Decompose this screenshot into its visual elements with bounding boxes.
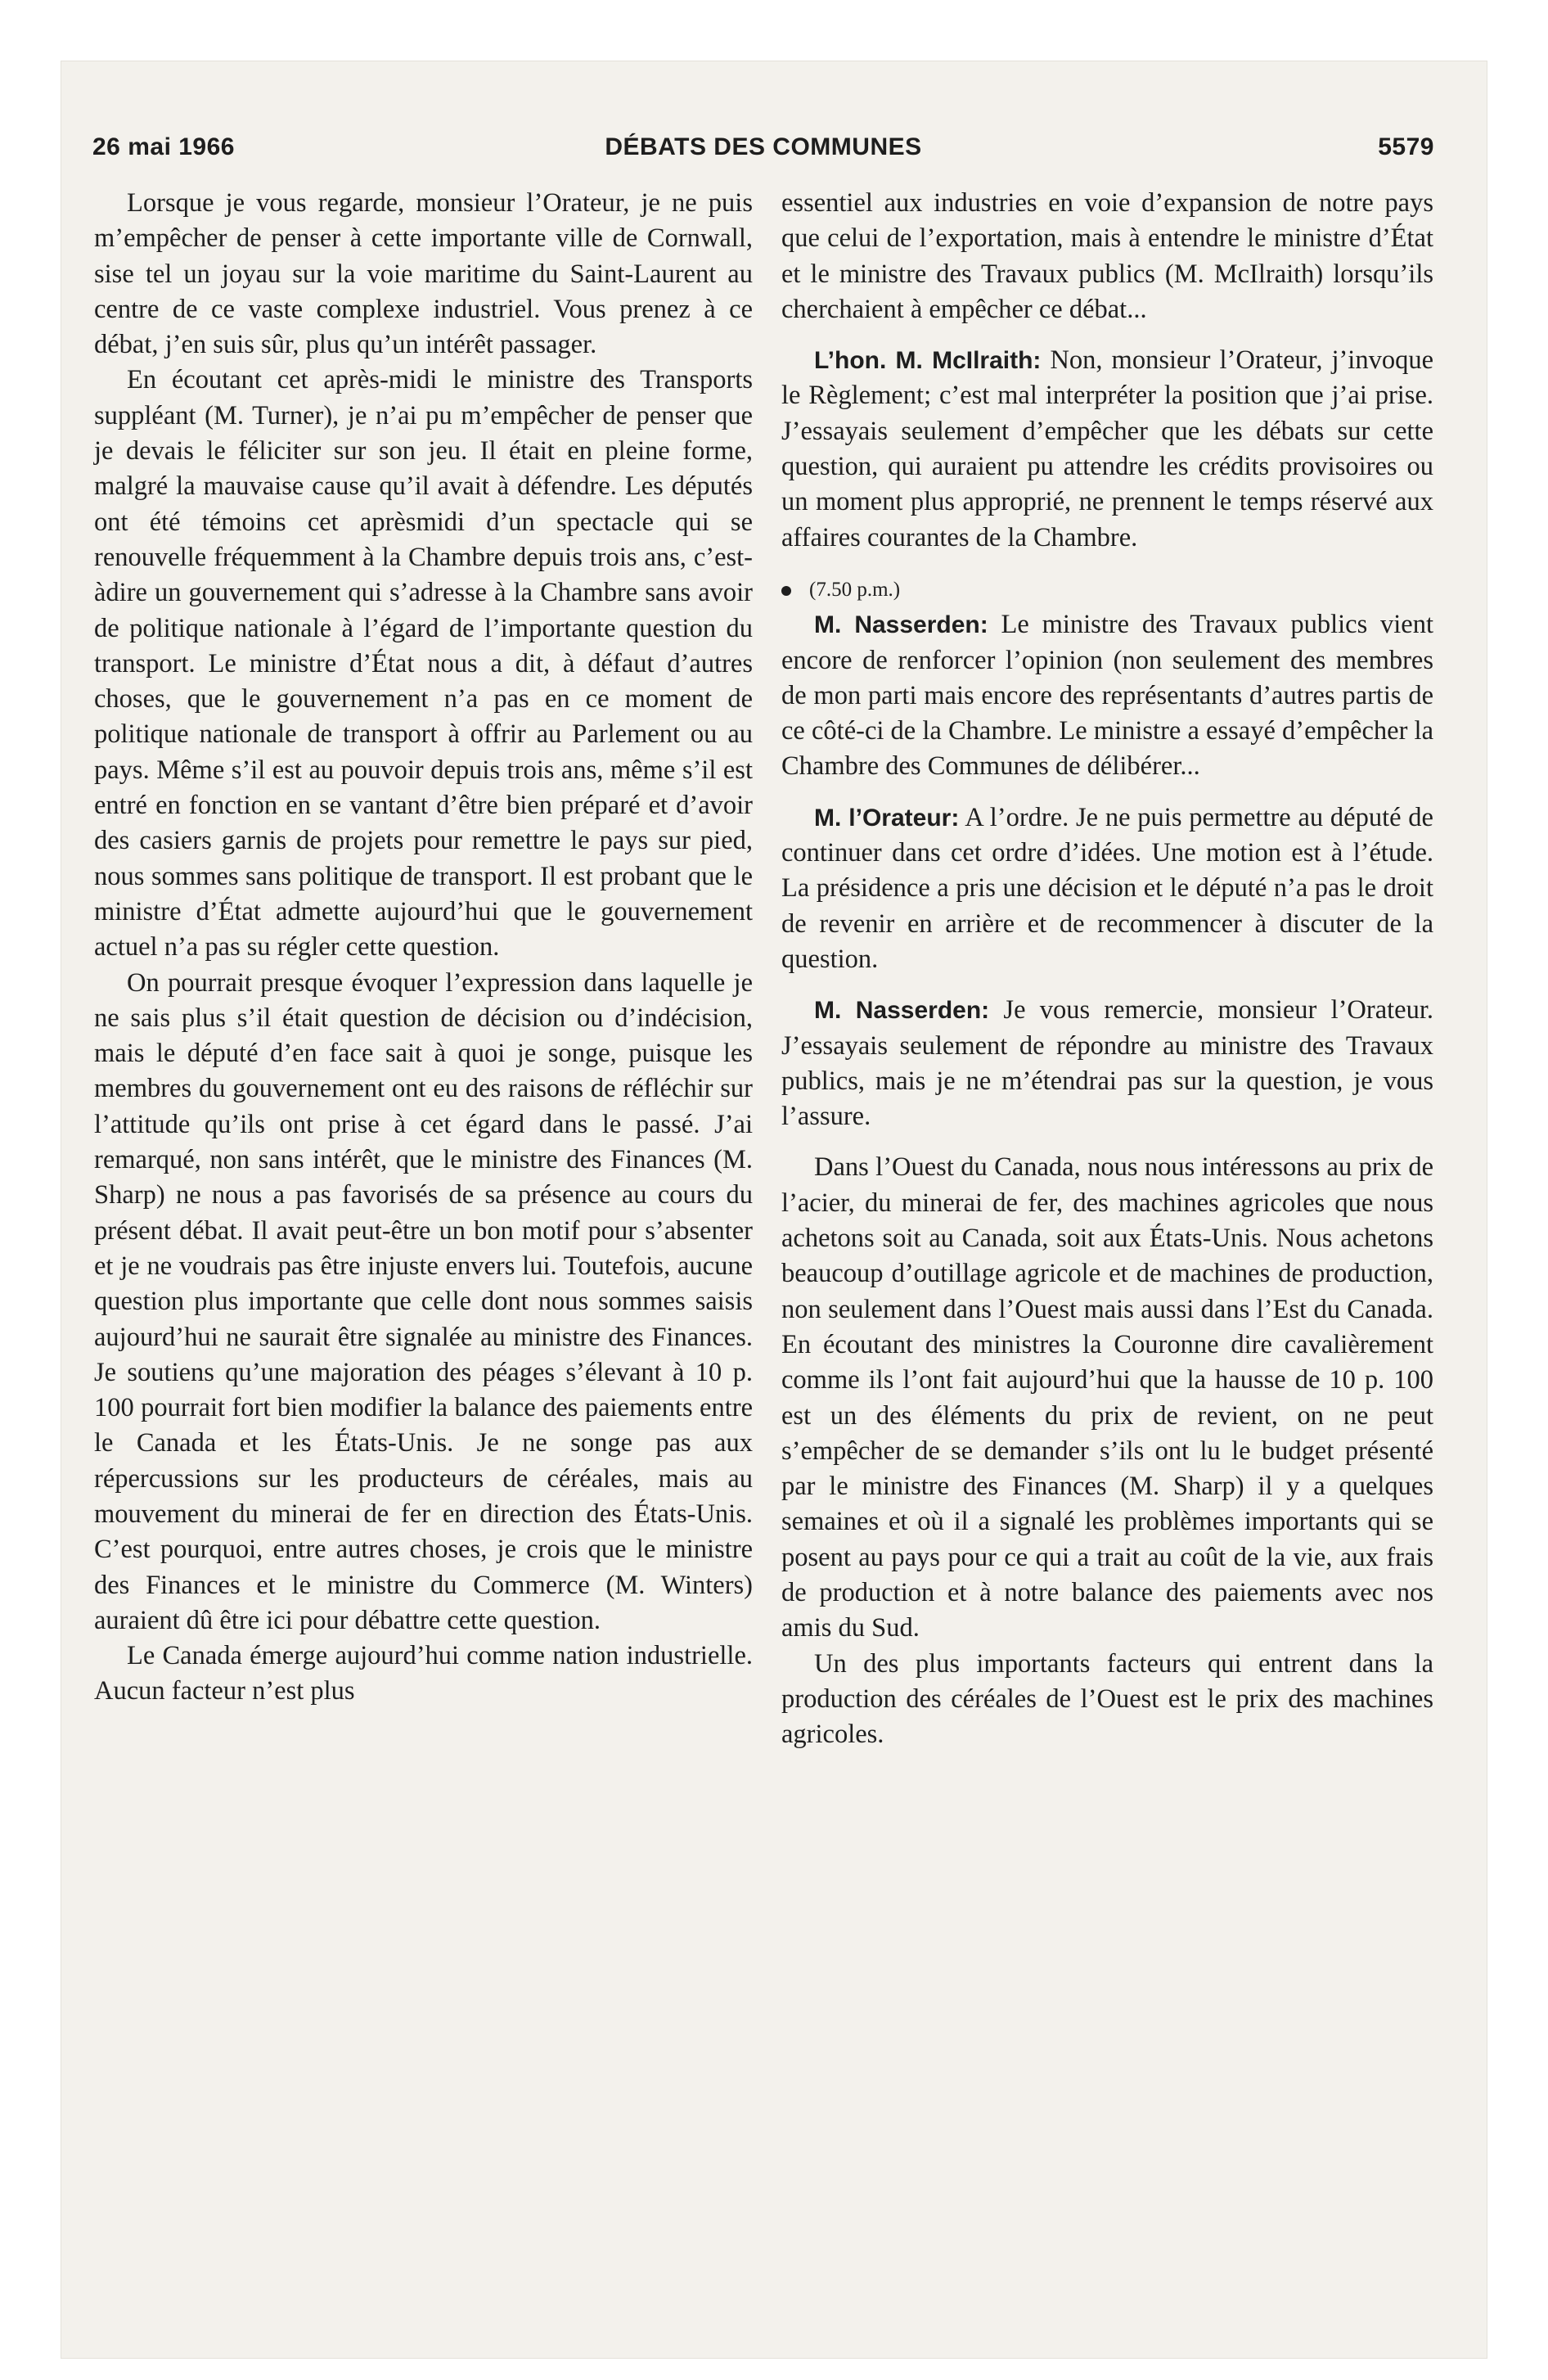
running-header [92,133,1434,174]
speech-mcilraith [781,343,1433,556]
speaker-name: M. l’Orateur: [814,804,960,832]
speech-text: A l’ordre. Je ne puis permettre au député de continuer dans cet ordre d’idées. Une motion est à l’étude. La présidence a pris une décision et le député n’a pas le droit de revenir en arrière et de recommencer à discuter de la question. [781,802,1433,974]
right-column [781,186,1433,1752]
speech-nasserden-2 [781,993,1433,1134]
speaker-name: M. Nasserden: [814,611,988,639]
bullet-icon [781,586,791,596]
speech-orateur [781,800,1433,977]
paragraph: Le Canada émerge aujourd’hui comme nation industrielle. Aucun facteur n’est plus [94,1641,753,1706]
header-date: 26 mai 1966 [92,133,235,160]
speaker-name: M. Nasserden: [814,997,990,1025]
speech-text: Le ministre des Travaux publics vient encore de renforcer l’opinion (non seulement des membres de mon parti mais encore des représentants d’autres partis de ce côté-ci de la Chambre. Le ministre a essayé d’empêcher la Chambre des Communes de délibérer... [781,610,1433,782]
timestamp-text: (7.50 p.m.) [809,578,901,601]
paragraph: Dans l’Ouest du Canada, nous nous intéressons au prix de l’acier, du minerai de fer, des machines agricoles que nous achetons soit au Canada, soit aux États-Unis. Nous achetons beaucoup d’outillage agricole et de machines de production, non seulement dans l’Ouest mais aussi dans l’Est du Canada. En écoutant des ministres la Couronne dire cavalièrement comme ils l’ont fait aujourd’hui que la hausse de 10 p. 100 est un des éléments du prix de revient, on ne peut s’empêcher de se demander s’ils ont lu le budget présenté par le ministre des Finances (M. Sharp) il y a quelques semaines et où il a signalé les problèmes importants qui se posent au pays pour ce qui a trait au coût de la vie, aux frais de production et à notre balance des paiements avec nos amis du Sud. [781,1152,1433,1643]
paragraph: Lorsque je vous regarde, monsieur l’Orateur, je ne puis m’empêcher de penser à cette importante ville de Cornwall, sise tel un joyau sur la voie maritime du Saint-Laurent au centre de ce vaste complexe industriel. Vous prenez à ce débat, j’en suis sûr, plus qu’un intérêt passager. [94,188,753,360]
page-number: 5579 [1378,133,1434,160]
speech-nasserden [781,607,1433,784]
paragraph: On pourrait presque évoquer l’expression dans laquelle je ne sais plus s’il était question de décision ou d’indécision, mais le député d’en face sait à quoi je songe, puisque les membres du gouvernement ont eu des raisons de réfléchir sur l’attitude qu’ils ont prise à cet égard dans le passé. J’ai remarqué, non sans intérêt, que le ministre des Finances (M. Sharp) ne nous a pas favorisés de sa présence au cours du présent débat. Il avait peut-être un bon motif pour s’absenter et je ne voudrais pas être injuste envers lui. Toutefois, aucune question plus importante que celle dont nous sommes saisis aujourd’hui ne saurait être signalée au ministre des Finances. Je soutiens qu’une majoration des péages s’élevant à 10 p. 100 pourrait fort bien modifier la balance des paiements entre le Canada et les États-Unis. Je ne songe pas aux répercussions sur les producteurs de céréales, mais au mouvement du minerai de fer en direction des États-Unis. C’est pourquoi, entre autres choses, je crois que le ministre des Finances et le ministre du Commerce (M. Winters) auraient dû être ici pour débattre cette question. [94,967,753,1635]
speech-text: Non, monsieur l’Orateur, j’invoque le Règlement; c’est mal interpréter la position que j’ai prise. J’essayais seulement d’empêcher que les débats sur cette question, qui auraient pu attendre les crédits provisoires ou un moment plus approprié, ne prennent le temps réservé aux affaires courantes de la Chambre. [781,345,1434,552]
paragraph: essentiel aux industries en voie d’expansion de notre pays que celui de l’exportation, mais à entendre le ministre d’État et le ministre des Travaux publics (M. McIlraith) lorsqu’ils cherchaient à empêcher ce débat... [781,188,1433,324]
header-title: DÉBATS DES COMMUNES [605,133,922,160]
paragraph: Un des plus importants facteurs qui entrent dans la production des céréales de l’Ouest est le prix des machines agricoles. [781,1648,1433,1750]
speaker-name: L’hon. M. McIlraith: [814,347,1042,375]
paragraph: En écoutant cet après-midi le ministre des Transports suppléant (M. Turner), je n’ai pu m’empêcher de penser que je devais le féliciter sur son jeu. Il était en pleine forme, malgré la mauvaise cause qu’il avait à défendre. Les députés ont été témoins cet aprèsmidi d’un spectacle qui se renouvelle fréquemment à la Chambre depuis trois ans, c’est-àdire un gouvernement qui s’adresse à la Chambre sans avoir de politique nationale à l’égard de l’importante question du transport. Le ministre d’État nous a dit, à défaut d’autres choses, que le gouvernement n’a pas en ce moment de politique nationale de transport à offrir au Parlement ou au pays. Même s’il est au pouvoir depuis trois ans, même s’il est entré en fonction en se vantant d’être bien préparé et d’avoir des casiers garnis de projets pour remettre le pays sur pied, nous sommes sans politique de transport. Il est probant que le ministre d’État admette aujourd’hui que le gouvernement actuel n’a pas su régler cette question. [94,365,753,962]
timestamp [781,572,1433,607]
speech-text: Je vous remercie, monsieur l’Orateur. J’essayais seulement de répondre au ministre des Travaux publics, mais je ne m’étendrai pas sur la question, je vous l’assure. [781,995,1433,1132]
left-column [94,186,753,1710]
